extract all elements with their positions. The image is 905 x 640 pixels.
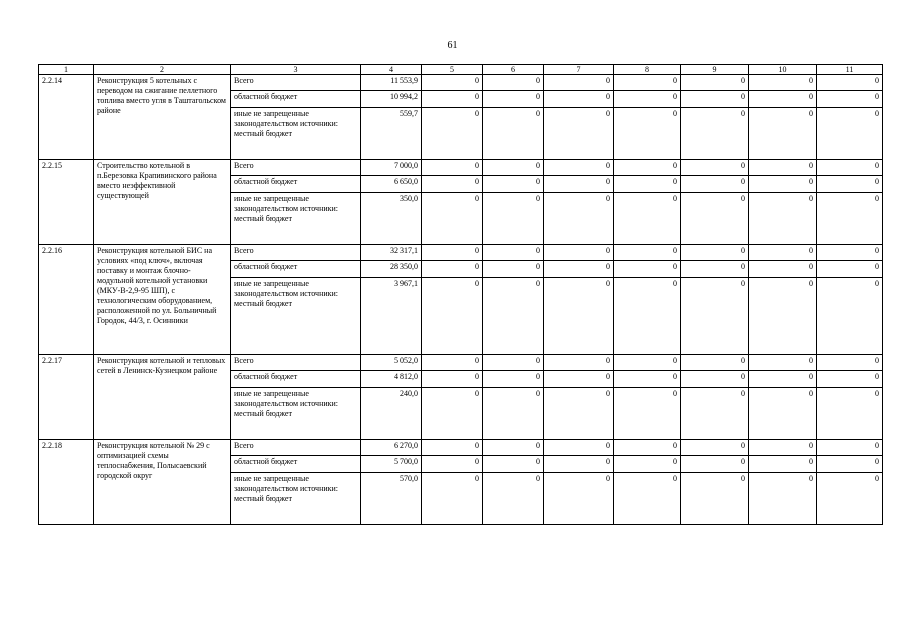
amount-year-6: 0	[483, 108, 544, 160]
amount-total: 4 812,0	[361, 371, 422, 388]
funding-source: иные не запрещенные законодательством источники: местный бюджет	[231, 193, 361, 245]
funding-source: областной бюджет	[231, 176, 361, 193]
amount-year-9: 0	[681, 440, 749, 456]
funding-source: иные не запрещенные законодательством источники: местный бюджет	[231, 473, 361, 525]
amount-year-6: 0	[483, 456, 544, 473]
amount-year-6: 0	[483, 75, 544, 91]
column-number-7: 7	[544, 65, 614, 75]
amount-year-6: 0	[483, 473, 544, 525]
amount-year-11: 0	[817, 75, 883, 91]
amount-year-9: 0	[681, 108, 749, 160]
amount-year-5: 0	[422, 261, 483, 278]
item-code: 2.2.18	[39, 440, 94, 525]
amount-year-9: 0	[681, 355, 749, 371]
amount-year-11: 0	[817, 261, 883, 278]
amount-year-5: 0	[422, 160, 483, 176]
amount-year-5: 0	[422, 176, 483, 193]
amount-year-10: 0	[749, 440, 817, 456]
amount-year-8: 0	[614, 245, 681, 261]
amount-year-10: 0	[749, 91, 817, 108]
amount-year-10: 0	[749, 355, 817, 371]
amount-year-9: 0	[681, 91, 749, 108]
funding-source: Всего	[231, 160, 361, 176]
funding-source: областной бюджет	[231, 91, 361, 108]
amount-year-7: 0	[544, 245, 614, 261]
amount-year-8: 0	[614, 355, 681, 371]
amount-year-9: 0	[681, 176, 749, 193]
amount-year-7: 0	[544, 261, 614, 278]
amount-year-9: 0	[681, 388, 749, 440]
funding-source: Всего	[231, 355, 361, 371]
amount-year-8: 0	[614, 456, 681, 473]
amount-year-10: 0	[749, 176, 817, 193]
amount-year-10: 0	[749, 388, 817, 440]
amount-year-9: 0	[681, 245, 749, 261]
column-number-5: 5	[422, 65, 483, 75]
amount-year-10: 0	[749, 278, 817, 355]
amount-year-5: 0	[422, 355, 483, 371]
amount-total: 350,0	[361, 193, 422, 245]
amount-year-5: 0	[422, 278, 483, 355]
amount-year-9: 0	[681, 456, 749, 473]
amount-year-9: 0	[681, 371, 749, 388]
amount-year-7: 0	[544, 355, 614, 371]
amount-year-11: 0	[817, 108, 883, 160]
amount-total: 570,0	[361, 473, 422, 525]
amount-year-10: 0	[749, 473, 817, 525]
amount-year-5: 0	[422, 193, 483, 245]
amount-year-6: 0	[483, 160, 544, 176]
item-code: 2.2.14	[39, 75, 94, 160]
amount-year-7: 0	[544, 176, 614, 193]
funding-source: Всего	[231, 75, 361, 91]
amount-year-11: 0	[817, 371, 883, 388]
amount-year-10: 0	[749, 193, 817, 245]
amount-year-7: 0	[544, 440, 614, 456]
column-number-1: 1	[39, 65, 94, 75]
amount-year-9: 0	[681, 261, 749, 278]
amount-year-6: 0	[483, 355, 544, 371]
amount-year-9: 0	[681, 193, 749, 245]
amount-total: 11 553,9	[361, 75, 422, 91]
column-number-8: 8	[614, 65, 681, 75]
table-row	[39, 245, 883, 261]
table-row	[39, 355, 883, 371]
amount-total: 28 350,0	[361, 261, 422, 278]
amount-year-8: 0	[614, 176, 681, 193]
funding-source: областной бюджет	[231, 371, 361, 388]
funding-source: иные не запрещенные законодательством источники: местный бюджет	[231, 278, 361, 355]
amount-year-10: 0	[749, 75, 817, 91]
amount-year-5: 0	[422, 456, 483, 473]
amount-total: 559,7	[361, 108, 422, 160]
amount-year-11: 0	[817, 388, 883, 440]
funding-source: областной бюджет	[231, 261, 361, 278]
column-number-9: 9	[681, 65, 749, 75]
item-code: 2.2.16	[39, 245, 94, 355]
amount-year-7: 0	[544, 193, 614, 245]
amount-year-6: 0	[483, 261, 544, 278]
table-row	[39, 75, 883, 91]
amount-total: 5 052,0	[361, 355, 422, 371]
funding-source: иные не запрещенные законодательством источники: местный бюджет	[231, 108, 361, 160]
amount-total: 3 967,1	[361, 278, 422, 355]
amount-year-8: 0	[614, 91, 681, 108]
table-row	[39, 160, 883, 176]
funding-source: иные не запрещенные законодательством источники: местный бюджет	[231, 388, 361, 440]
amount-year-8: 0	[614, 75, 681, 91]
amount-year-10: 0	[749, 456, 817, 473]
amount-year-5: 0	[422, 388, 483, 440]
amount-year-9: 0	[681, 75, 749, 91]
item-name: Реконструкция котельной БИС на условиях «под ключ», включая поставку и монтаж блочно-модульной котельной установки (МКУ-В-2,9-95 ШП), с технологическим оборудованием, расположенной по ул. Больничный Городок, 44/3, г. Осинники	[94, 245, 231, 355]
item-name: Реконструкция котельной и тепловых сетей в Ленинск-Кузнецком районе	[94, 355, 231, 440]
item-name: Реконструкция 5 котельных с переводом на сжигание пеллетного топлива вместо угля в Таштагольском районе	[94, 75, 231, 160]
amount-total: 6 270,0	[361, 440, 422, 456]
amount-year-7: 0	[544, 108, 614, 160]
table-row	[39, 440, 883, 456]
amount-year-5: 0	[422, 91, 483, 108]
item-name: Реконструкция котельной № 29 с оптимизацией схемы теплоснабжения, Полысаевский городской округ	[94, 440, 231, 525]
amount-year-8: 0	[614, 108, 681, 160]
amount-total: 6 650,0	[361, 176, 422, 193]
item-name: Строительство котельной в п.Березовка Крапивинского района вместо неэффективной существующей	[94, 160, 231, 245]
amount-year-7: 0	[544, 456, 614, 473]
amount-year-6: 0	[483, 440, 544, 456]
amount-year-10: 0	[749, 160, 817, 176]
amount-total: 10 994,2	[361, 91, 422, 108]
amount-year-9: 0	[681, 473, 749, 525]
column-number-6: 6	[483, 65, 544, 75]
column-number-10: 10	[749, 65, 817, 75]
amount-year-11: 0	[817, 193, 883, 245]
amount-year-9: 0	[681, 160, 749, 176]
amount-year-6: 0	[483, 278, 544, 355]
amount-year-7: 0	[544, 371, 614, 388]
amount-year-10: 0	[749, 108, 817, 160]
amount-year-8: 0	[614, 473, 681, 525]
column-number-row	[39, 65, 883, 75]
amount-year-7: 0	[544, 388, 614, 440]
amount-year-7: 0	[544, 278, 614, 355]
amount-year-10: 0	[749, 371, 817, 388]
column-number-11: 11	[817, 65, 883, 75]
amount-year-6: 0	[483, 371, 544, 388]
amount-year-7: 0	[544, 91, 614, 108]
amount-year-9: 0	[681, 278, 749, 355]
amount-year-5: 0	[422, 245, 483, 261]
amount-year-5: 0	[422, 440, 483, 456]
amount-year-8: 0	[614, 193, 681, 245]
amount-year-5: 0	[422, 75, 483, 91]
amount-total: 240,0	[361, 388, 422, 440]
amount-year-11: 0	[817, 91, 883, 108]
funding-source: Всего	[231, 440, 361, 456]
funding-source: областной бюджет	[231, 456, 361, 473]
amount-year-6: 0	[483, 176, 544, 193]
amount-year-11: 0	[817, 160, 883, 176]
amount-total: 32 317,1	[361, 245, 422, 261]
amount-year-5: 0	[422, 473, 483, 525]
item-code: 2.2.15	[39, 160, 94, 245]
amount-total: 5 700,0	[361, 456, 422, 473]
column-number-3: 3	[231, 65, 361, 75]
amount-year-8: 0	[614, 388, 681, 440]
amount-year-8: 0	[614, 278, 681, 355]
amount-year-7: 0	[544, 75, 614, 91]
amount-year-11: 0	[817, 456, 883, 473]
funding-source: Всего	[231, 245, 361, 261]
amount-year-6: 0	[483, 388, 544, 440]
amount-year-6: 0	[483, 91, 544, 108]
amount-year-10: 0	[749, 261, 817, 278]
page-number: 61	[447, 40, 458, 51]
amount-year-6: 0	[483, 245, 544, 261]
item-code: 2.2.17	[39, 355, 94, 440]
amount-year-7: 0	[544, 473, 614, 525]
column-number-2: 2	[94, 65, 231, 75]
amount-year-8: 0	[614, 371, 681, 388]
amount-year-8: 0	[614, 160, 681, 176]
amount-year-11: 0	[817, 176, 883, 193]
budget-table	[38, 64, 883, 525]
amount-year-10: 0	[749, 245, 817, 261]
amount-year-6: 0	[483, 193, 544, 245]
amount-year-7: 0	[544, 160, 614, 176]
amount-year-11: 0	[817, 440, 883, 456]
amount-total: 7 000,0	[361, 160, 422, 176]
amount-year-8: 0	[614, 440, 681, 456]
amount-year-5: 0	[422, 371, 483, 388]
amount-year-5: 0	[422, 108, 483, 160]
amount-year-11: 0	[817, 245, 883, 261]
amount-year-11: 0	[817, 355, 883, 371]
amount-year-8: 0	[614, 261, 681, 278]
column-number-4: 4	[361, 65, 422, 75]
amount-year-11: 0	[817, 473, 883, 525]
amount-year-11: 0	[817, 278, 883, 355]
